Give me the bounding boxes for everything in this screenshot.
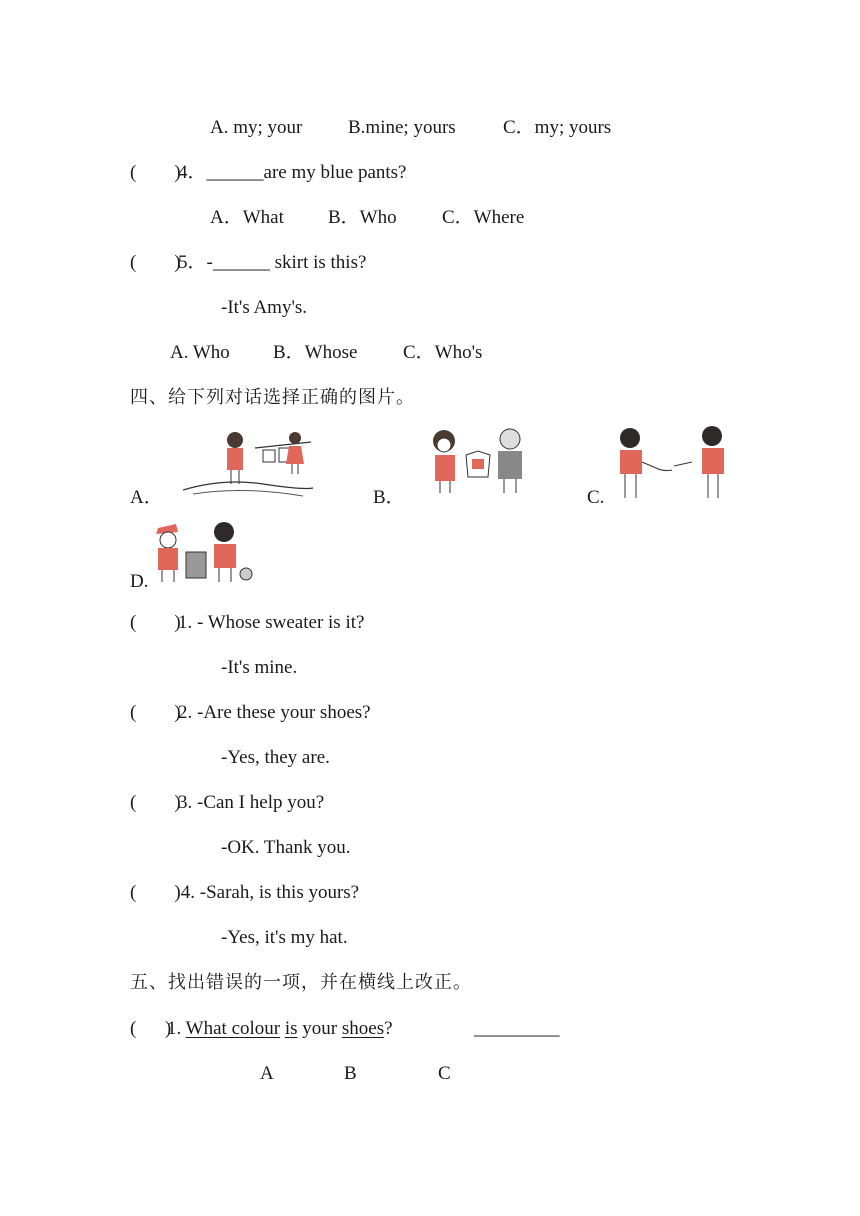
s4-q4-question: 4. -Sarah, is this yours? xyxy=(176,882,360,903)
q3-option-b: B.mine; yours xyxy=(348,117,456,138)
q5-reply: -It's Amy's. xyxy=(221,297,308,318)
q3-option-c: C．my; yours xyxy=(503,117,612,138)
q4-option-c: C．Where xyxy=(442,207,525,228)
s4-q4-reply: -Yes, it's my hat. xyxy=(221,927,348,948)
s4-q2-paren[interactable]: ( ) xyxy=(130,702,181,723)
picture-c-girls-shoes[interactable] xyxy=(612,422,732,500)
q3-option-a: A. my; your xyxy=(210,117,303,138)
q5-stem: skirt is this? xyxy=(269,252,367,273)
s5-q1-part-a: What colour xyxy=(185,1018,281,1039)
s5-q1-question-mark: ? xyxy=(384,1018,393,1039)
picture-label-d: D. xyxy=(130,571,149,592)
picture-a-girls-clothes-line[interactable] xyxy=(183,428,313,500)
q5-blank[interactable]: ______ xyxy=(212,252,270,273)
q4-number: 4． xyxy=(178,162,207,183)
q5-answer-paren[interactable]: ( ) xyxy=(130,252,181,273)
q5-option-a: A. Who xyxy=(170,342,230,363)
s4-q1-question: 1. - Whose sweater is it? xyxy=(178,612,365,633)
s4-q1-reply: -It's mine. xyxy=(221,657,298,678)
section5-heading: 五、找出错误的一项，并在横线上改正。 xyxy=(130,972,472,993)
picture-label-c: C. xyxy=(587,487,605,508)
s5-q1-word-your: your xyxy=(297,1018,342,1039)
q5-option-b: B．Whose xyxy=(273,342,358,363)
s4-q3-reply: -OK. Thank you. xyxy=(221,837,351,858)
s5-q1-number: 1. xyxy=(167,1018,186,1039)
q5-option-c: C．Who's xyxy=(403,342,483,363)
s5-q1-part-b: is xyxy=(284,1018,298,1039)
picture-b-girl-boy-sweater[interactable] xyxy=(428,425,533,495)
picture-d-hat-kids[interactable] xyxy=(148,518,258,586)
s5-q1-sentence xyxy=(167,1017,393,1041)
s5-q1-correction-blank[interactable]: _________ xyxy=(474,1018,560,1039)
section4-heading: 四、给下列对话选择正确的图片。 xyxy=(130,387,415,408)
q4-option-b: B．Who xyxy=(328,207,397,228)
s4-q3-paren[interactable]: ( ) xyxy=(130,792,181,813)
q5-number: 5．- xyxy=(178,252,213,273)
s5-q1-part-c: shoes xyxy=(341,1018,385,1039)
s4-q1-paren[interactable]: ( ) xyxy=(130,612,181,633)
s5-q1-paren[interactable]: ( ) xyxy=(130,1018,172,1039)
picture-label-b: B． xyxy=(373,487,405,508)
s4-q2-question: 2. -Are these your shoes? xyxy=(178,702,371,723)
q4-question xyxy=(178,161,407,185)
q4-answer-paren[interactable]: ( ) xyxy=(130,162,181,183)
s4-q2-reply: -Yes, they are. xyxy=(221,747,330,768)
s5-letter-a: A xyxy=(260,1063,274,1084)
s4-q4-paren[interactable]: ( ) xyxy=(130,882,181,903)
q4-option-a: A．What xyxy=(210,207,284,228)
picture-label-a: A． xyxy=(130,487,163,508)
s4-q3-question: 3. -Can I help you? xyxy=(178,792,325,813)
s5-letter-b: B xyxy=(344,1063,357,1084)
s5-letter-c: C xyxy=(438,1063,451,1084)
q4-stem: are my blue pants? xyxy=(263,162,407,183)
q5-question xyxy=(178,251,366,275)
q4-blank[interactable]: ______ xyxy=(206,162,264,183)
